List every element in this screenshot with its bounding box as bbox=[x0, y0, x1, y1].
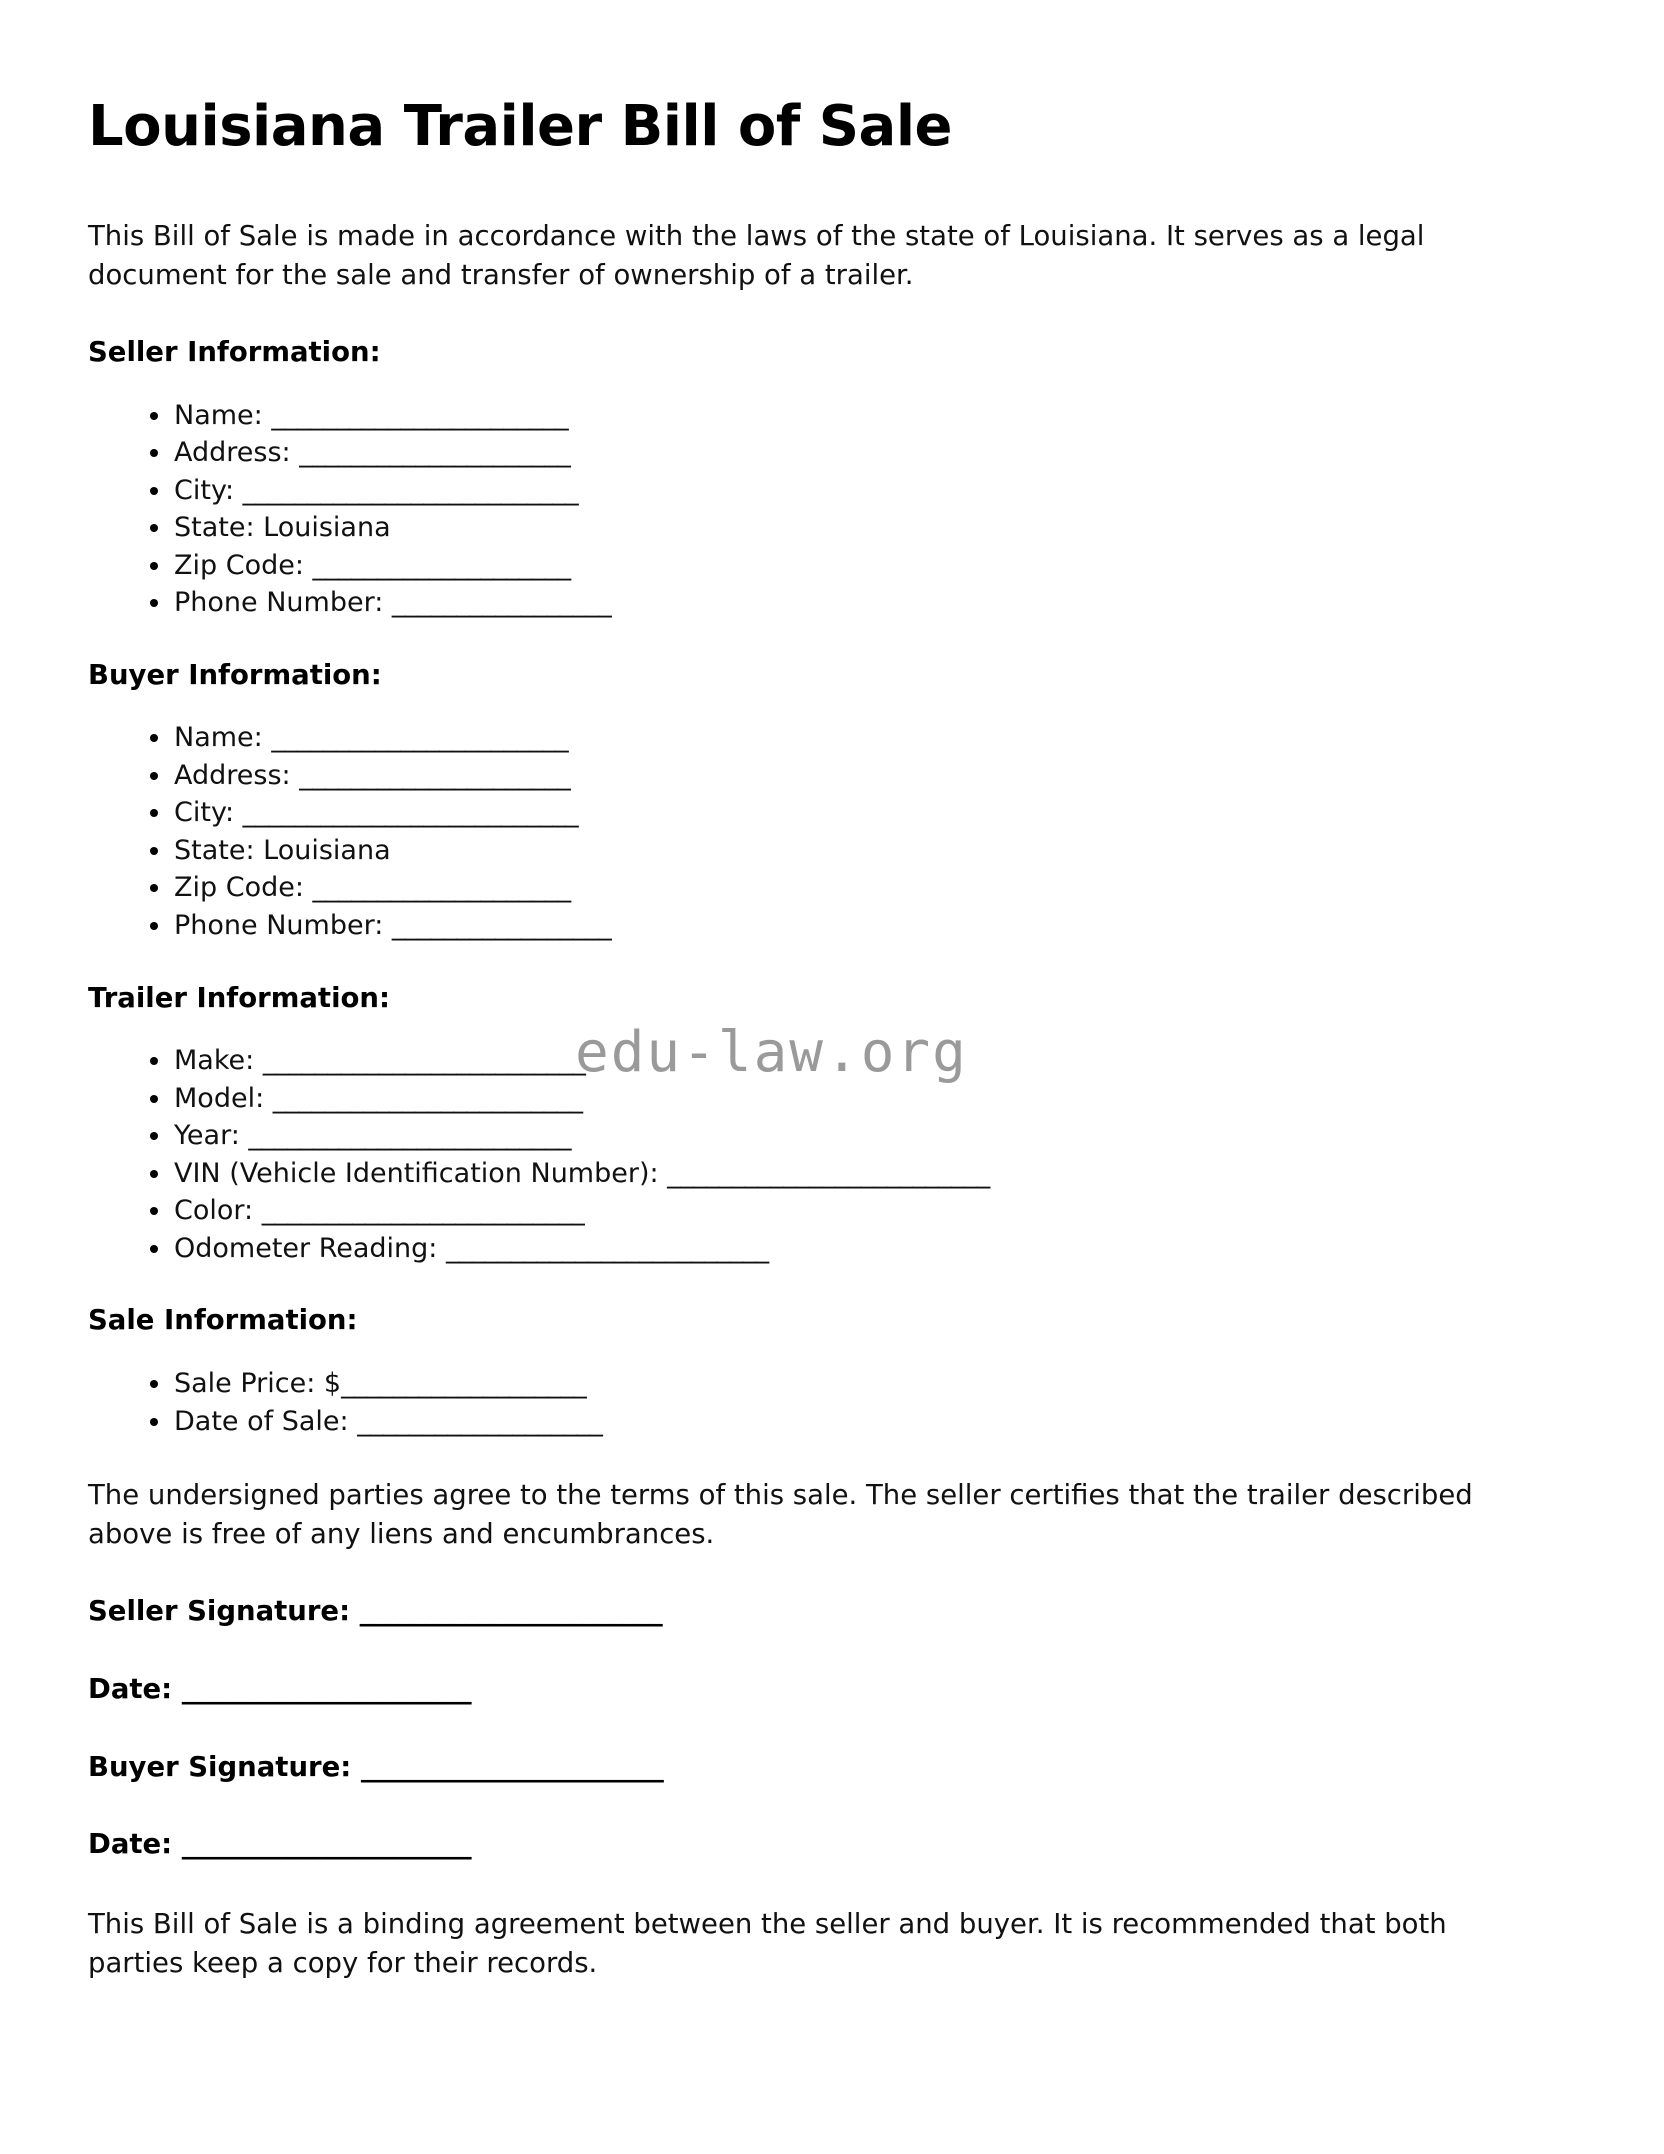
list-item bbox=[144, 397, 1548, 435]
seller-signature-line bbox=[88, 1594, 1548, 1630]
buyer-field-list bbox=[88, 719, 1548, 944]
field-label: Name: bbox=[174, 399, 272, 431]
buyer-date-line bbox=[88, 1827, 1548, 1863]
field-label: State: Louisiana bbox=[174, 512, 391, 544]
field-label: City: bbox=[174, 797, 243, 829]
field-blank[interactable]: ________________________ bbox=[272, 1082, 583, 1114]
seller-date-label: Date: bbox=[88, 1672, 182, 1705]
field-label: Color: bbox=[174, 1195, 262, 1227]
list-item bbox=[144, 1155, 1548, 1193]
list-item bbox=[144, 1230, 1548, 1268]
field-label: VIN (Vehicle Identification Number): bbox=[174, 1157, 668, 1189]
buyer-date-blank[interactable]: ______________________ bbox=[181, 1828, 472, 1861]
field-blank[interactable]: _________________ bbox=[391, 587, 612, 619]
field-blank[interactable]: _____________________ bbox=[299, 759, 571, 791]
field-label: Name: bbox=[174, 722, 272, 754]
seller-signature-blank[interactable]: _______________________ bbox=[359, 1595, 663, 1628]
field-label: City: bbox=[174, 474, 243, 506]
seller-signature-label: Seller Signature: bbox=[88, 1595, 360, 1628]
list-item bbox=[144, 1117, 1548, 1155]
buyer-section-heading: Buyer Information: bbox=[88, 658, 382, 691]
list-item bbox=[144, 1365, 1548, 1403]
buyer-date-label: Date: bbox=[88, 1828, 182, 1861]
trailer-section-heading: Trailer Information: bbox=[88, 981, 390, 1014]
field-blank[interactable]: _________________________ bbox=[248, 1120, 571, 1152]
list-item bbox=[144, 509, 1548, 547]
field-blank[interactable]: _________________________ bbox=[262, 1045, 586, 1077]
intro-paragraph: This Bill of Sale is made in accordance with the laws of the state of Louisiana. It serves as a legal document for the sale and transfer of ownership of a trailer. bbox=[88, 219, 1425, 291]
list-item bbox=[144, 1080, 1548, 1118]
seller-section-heading: Seller Information: bbox=[88, 335, 381, 368]
list-item bbox=[144, 719, 1548, 757]
field-blank[interactable]: ____________________ bbox=[312, 549, 571, 581]
list-item bbox=[144, 869, 1548, 907]
page-title: Louisiana Trailer Bill of Sale bbox=[88, 94, 953, 159]
field-label: Zip Code: bbox=[174, 872, 313, 904]
field-label: Zip Code: bbox=[174, 549, 313, 581]
list-item bbox=[144, 1042, 1548, 1080]
field-label: State: Louisiana bbox=[174, 834, 391, 866]
closing-paragraph: This Bill of Sale is a binding agreement between the seller and buyer. It is recommended that both parties keep a copy for their records. bbox=[88, 1908, 1447, 1980]
list-item bbox=[144, 832, 1548, 870]
watermark-edu-law: edu-law.org bbox=[575, 1020, 968, 1085]
trailer-field-list bbox=[88, 1042, 1548, 1267]
field-blank[interactable]: _____________________ bbox=[299, 437, 571, 469]
field-label: Model: bbox=[174, 1082, 273, 1114]
field-label: Phone Number: bbox=[174, 909, 392, 941]
list-item bbox=[144, 1192, 1548, 1230]
field-label: Phone Number: bbox=[174, 587, 392, 619]
field-blank[interactable]: __________________________ bbox=[242, 474, 579, 506]
list-item bbox=[144, 472, 1548, 510]
list-item bbox=[144, 907, 1548, 945]
field-label: Year: bbox=[174, 1120, 249, 1152]
buyer-signature-line bbox=[88, 1750, 1548, 1786]
field-blank[interactable]: _________________________ bbox=[667, 1157, 990, 1189]
list-item bbox=[144, 1403, 1548, 1441]
field-blank[interactable]: ____________________ bbox=[312, 872, 571, 904]
field-label: Address: bbox=[174, 437, 300, 469]
field-label: Sale Price: $ bbox=[174, 1368, 342, 1400]
field-blank[interactable]: _________________________ bbox=[261, 1195, 585, 1227]
seller-field-list bbox=[88, 397, 1548, 622]
field-blank[interactable]: ___________________ bbox=[341, 1368, 587, 1400]
list-item bbox=[144, 584, 1548, 622]
seller-date-line bbox=[88, 1672, 1548, 1708]
buyer-signature-label: Buyer Signature: bbox=[88, 1750, 361, 1783]
seller-date-blank[interactable]: ______________________ bbox=[181, 1672, 472, 1705]
field-blank[interactable]: _________________________ bbox=[445, 1232, 769, 1264]
field-label: Address: bbox=[174, 759, 300, 791]
field-label: Odometer Reading: bbox=[174, 1232, 446, 1264]
field-blank[interactable]: _________________ bbox=[391, 909, 612, 941]
sale-section-heading: Sale Information: bbox=[88, 1304, 358, 1337]
list-item bbox=[144, 547, 1548, 585]
field-label: Date of Sale: bbox=[174, 1405, 358, 1437]
list-item bbox=[144, 434, 1548, 472]
field-label: Make: bbox=[174, 1045, 263, 1077]
list-item bbox=[144, 794, 1548, 832]
sale-field-list bbox=[88, 1365, 1548, 1440]
field-blank[interactable]: _______________________ bbox=[271, 722, 569, 754]
field-blank[interactable]: ___________________ bbox=[357, 1405, 603, 1437]
field-blank[interactable]: __________________________ bbox=[242, 797, 579, 829]
agreement-paragraph: The undersigned parties agree to the terms of this sale. The seller certifies that the trailer described above is free of any liens and encumbrances. bbox=[88, 1479, 1473, 1551]
field-blank[interactable]: _______________________ bbox=[271, 399, 569, 431]
buyer-signature-blank[interactable]: _______________________ bbox=[360, 1750, 664, 1783]
document-content bbox=[88, 96, 1548, 1983]
list-item bbox=[144, 757, 1548, 795]
